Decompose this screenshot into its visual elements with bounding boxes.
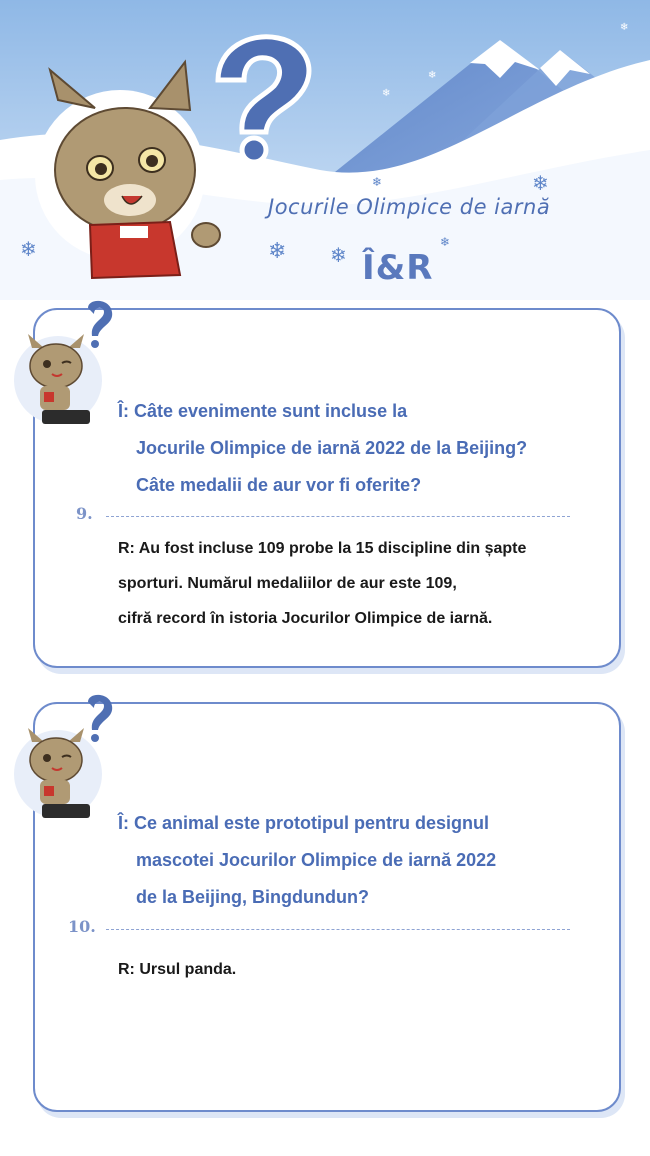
header-banner: [0, 0, 650, 300]
svg-text:❄: ❄: [532, 171, 549, 195]
page-subtitle: Jocurile Olimpice de iarnă: [268, 195, 551, 219]
svg-text:❄: ❄: [428, 70, 437, 81]
answer-line: cifră record în istoria Jocurilor Olimpice de iarnă.: [118, 610, 493, 627]
winter-scene: [0, 0, 650, 300]
svg-text:❄: ❄: [382, 88, 391, 99]
question-text: [118, 393, 588, 504]
question-line: Câte medalii de aur vor fi oferite?: [136, 475, 422, 495]
question-line: mascotei Jocurilor Olimpice de iarnă 2022: [136, 850, 497, 870]
svg-text:❄: ❄: [440, 235, 451, 249]
question-line: Jocurile Olimpice de iarnă 2022 de la Beijing?: [136, 438, 528, 458]
answer-text: [118, 952, 598, 987]
answer-line: R: Ursul panda.: [118, 961, 237, 978]
dashed-divider: [106, 929, 570, 930]
question-number: 10.: [68, 917, 96, 936]
question-line: Î: Ce animal este prototipul pentru designul: [118, 813, 490, 833]
answer-text: [118, 531, 598, 636]
svg-text:❄: ❄: [268, 239, 287, 264]
svg-text:❄: ❄: [620, 22, 629, 33]
svg-text:❄: ❄: [330, 243, 347, 267]
svg-text:❄: ❄: [372, 175, 383, 189]
lynx-mascot-icon: [10, 694, 120, 834]
lynx-mascot-icon: [10, 300, 120, 440]
svg-text:❄: ❄: [20, 237, 37, 261]
answer-line: R: Au fost incluse 109 probe la 15 discipline din șapte: [118, 540, 527, 557]
question-number: 9.: [76, 504, 93, 523]
page-title: Î&R: [362, 248, 434, 288]
answer-line: sporturi. Numărul medaliilor de aur este 109,: [118, 575, 457, 592]
question-line: Î: Câte evenimente sunt incluse la: [118, 401, 408, 421]
question-line: de la Beijing, Bingdundun?: [136, 887, 369, 907]
question-text: [118, 805, 588, 916]
dashed-divider: [106, 516, 570, 517]
